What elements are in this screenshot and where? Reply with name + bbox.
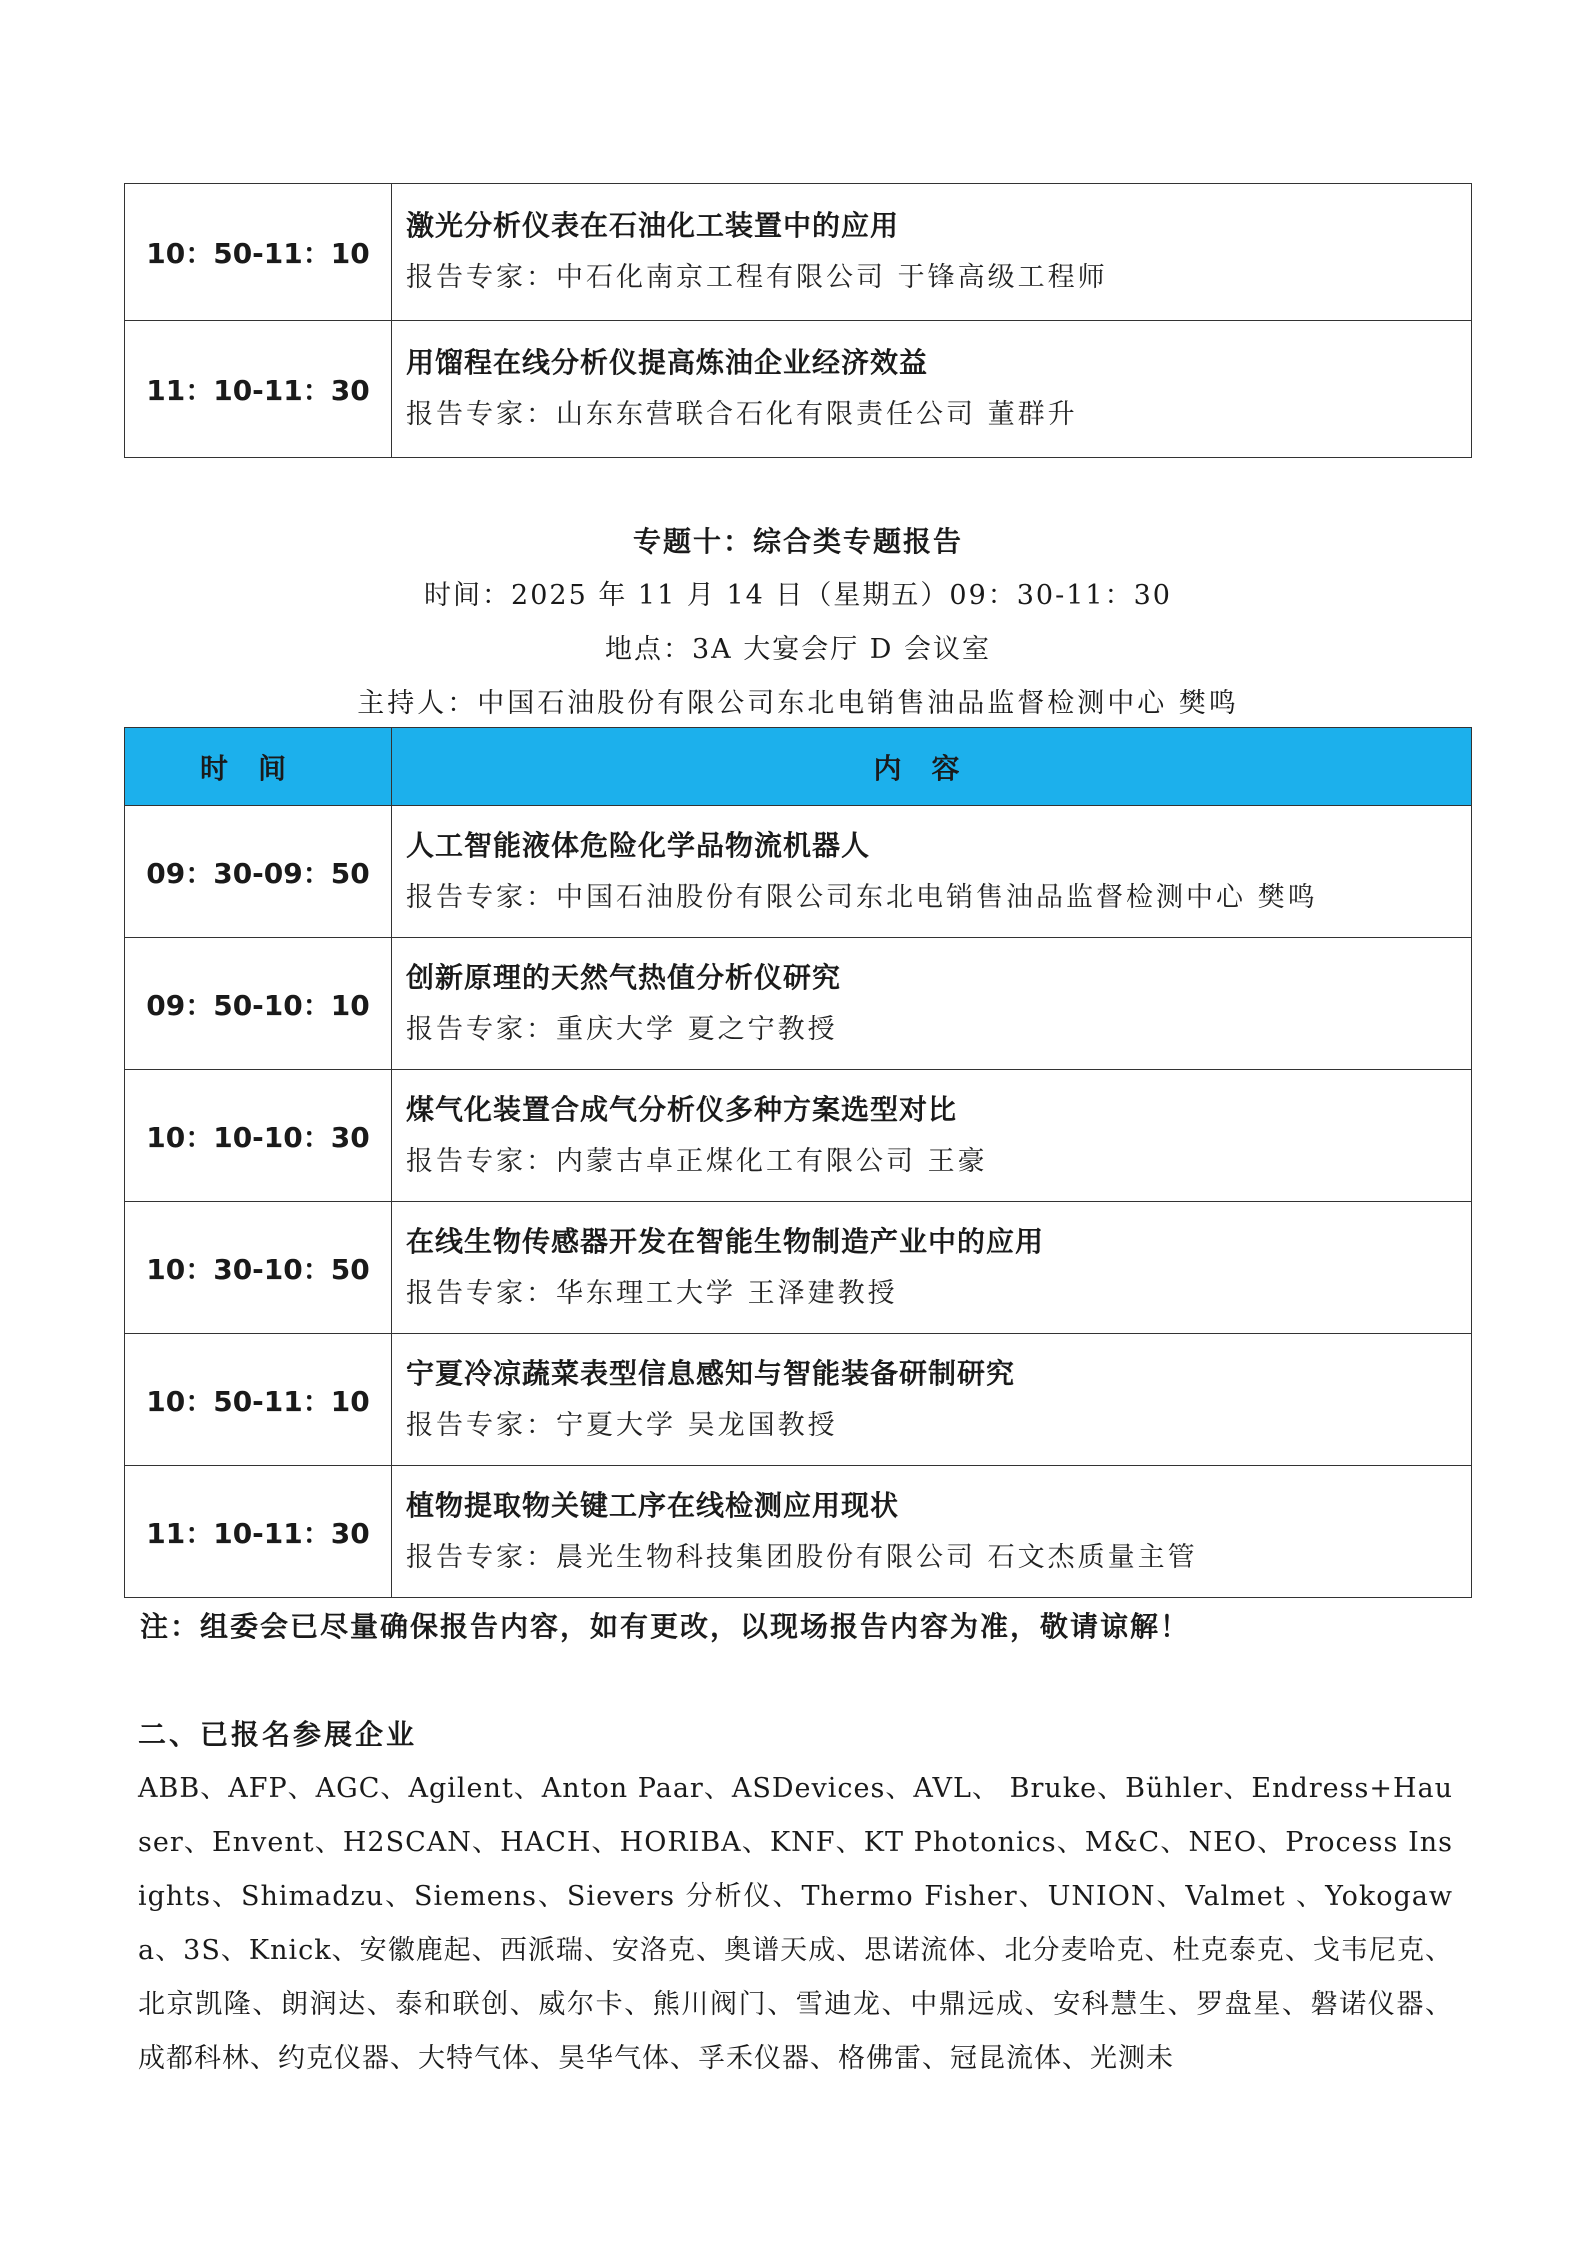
talk-cell [392,321,1472,458]
session-host: 主持人：中国石油股份有限公司东北电销售油品监督检测中心 樊鸣 [357,688,1239,719]
session-location: 地点：3A 大宴会厅 D 会议室 [604,634,992,665]
talk-speaker: 报告专家：中国石油股份有限公司东北电销售油品监督检测中心 樊鸣 [406,881,1318,913]
section-heading: 二、已报名参展企业 [138,1718,418,1751]
talk-cell [392,1466,1472,1598]
exhibitor-list: ABB、AFP、AGC、Agilent、Anton Paar、ASDevices、AVL、 Bruke、Bühler、Endress+Hauser、Envent、H2SCAN、HACH、HORIBA、KNF、KT Photonics、M&C、NEO、Process Insights、Shimadzu、Siemens、Sievers 分析仪、Thermo Fisher、UNION、Valmet 、Yokogawa、3S、Knick、安徽鹿起、西派瑞、安洛克、奥谱天成、思诺流体、北分麦哈克、杜克泰克、戈韦尼克、北京凯隆、朗润达、泰和联创、威尔卡、熊川阀门、雪迪龙、中鼎远成、安科慧生、罗盘星、磐诺仪器、成都科林、约克仪器、大特气体、昊华气体、孚禾仪器、格佛雷、冠昆流体、光测未 [138,1773,1453,2074]
time-slot: 10：30-10：50 [125,1202,392,1334]
talk-cell [392,806,1472,938]
time-slot: 11：10-11：30 [125,321,392,458]
talk-title: 宁夏冷凉蔬菜表型信息感知与智能装备研制研究 [406,1356,1016,1390]
time-slot: 09：30-09：50 [125,806,392,938]
time-slot: 09：50-10：10 [125,938,392,1070]
talk-cell [392,1202,1472,1334]
header-content: 内容 [392,728,1472,806]
talk-cell [392,1070,1472,1202]
talk-title: 植物提取物关键工序在线检测应用现状 [406,1488,900,1522]
talk-speaker: 报告专家：宁夏大学 吴龙国教授 [406,1409,838,1441]
time-slot: 11：10-11：30 [125,1466,392,1598]
time-slot: 10：50-11：10 [125,1334,392,1466]
talk-speaker: 报告专家：华东理工大学 王泽建教授 [406,1277,898,1309]
header-time: 时间 [125,728,392,806]
schedule-table [124,727,1472,1598]
session-title: 专题十：综合类专题报告 [632,525,963,558]
table-row [125,1334,1472,1466]
table-row [125,321,1472,458]
talk-title: 创新原理的天然气热值分析仪研究 [406,960,842,994]
talk-speaker: 报告专家：山东东营联合石化有限责任公司 董群升 [406,399,1078,430]
talk-title: 在线生物传感器开发在智能生物制造产业中的应用 [406,1224,1045,1258]
table-row [125,1202,1472,1334]
table-row [125,938,1472,1070]
table-row [125,806,1472,938]
talk-title: 煤气化装置合成气分析仪多种方案选型对比 [406,1092,958,1126]
disclaimer-note: 注：组委会已尽量确保报告内容，如有更改，以现场报告内容为准，敬请谅解！ [140,1610,1191,1643]
talk-title: 用馏程在线分析仪提高炼油企业经济效益 [406,346,929,379]
table-header-row [125,728,1472,806]
talk-title: 人工智能液体危险化学品物流机器人 [406,828,871,862]
talk-speaker: 报告专家：内蒙古卓正煤化工有限公司 王豪 [406,1145,988,1177]
table-row [125,1466,1472,1598]
table-row [125,184,1472,321]
time-slot: 10：50-11：10 [125,184,392,321]
time-slot: 10：10-10：30 [125,1070,392,1202]
talk-cell [392,184,1472,321]
talk-speaker: 报告专家：重庆大学 夏之宁教授 [406,1013,838,1045]
talk-speaker: 报告专家：中石化南京工程有限公司 于锋高级工程师 [406,262,1108,293]
talk-title: 激光分析仪表在石油化工装置中的应用 [406,209,900,242]
session-time: 时间：2025 年 11 月 14 日（星期五）09：30-11：30 [424,580,1172,611]
talk-cell [392,1334,1472,1466]
schedule-table-continued [124,183,1472,458]
talk-speaker: 报告专家：晨光生物科技集团股份有限公司 石文杰质量主管 [406,1541,1198,1573]
table-row [125,1070,1472,1202]
talk-cell [392,938,1472,1070]
